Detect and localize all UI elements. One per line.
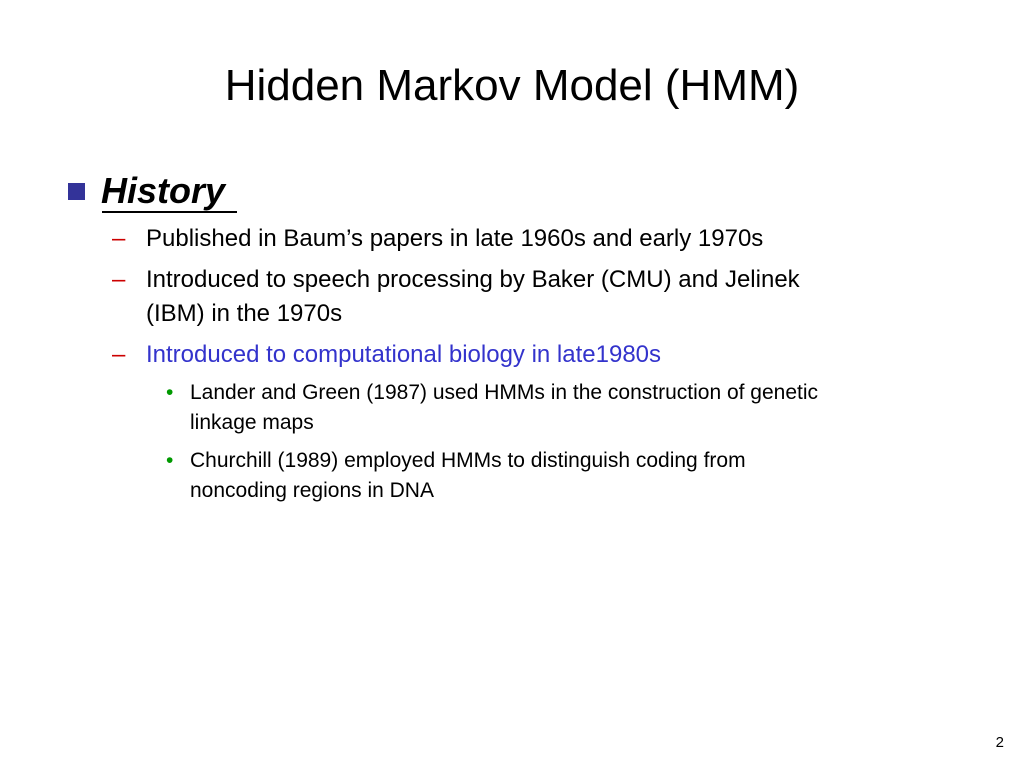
- bullet-text-line-2: (IBM) in the 1970s: [146, 300, 343, 327]
- bullet-text: Published in Baum’s papers in late 1960s and early 1970s: [146, 225, 764, 252]
- dash-bullet-icon: –: [112, 341, 126, 368]
- bullet-history: [67, 168, 967, 218]
- slide-title: Hidden Markov Model (HMM): [224, 61, 800, 110]
- subbullet-text-line-1: Churchill (1989) employed HMMs to distinguish coding from: [190, 449, 746, 472]
- dash-bullet-icon: –: [112, 225, 126, 252]
- dot-bullet-icon: •: [166, 381, 174, 404]
- heading-underline: [102, 211, 237, 213]
- subbullet-text-line-2: linkage maps: [190, 411, 314, 434]
- bullet-text-line-1: Introduced to speech processing by Baker (CMU) and Jelinek: [146, 266, 800, 293]
- subbullet-text-line-2: noncoding regions in DNA: [190, 479, 434, 502]
- page-number: 2: [995, 734, 1004, 751]
- square-bullet-icon: [68, 183, 85, 200]
- subbullet-text-line-1: Lander and Green (1987) used HMMs in the construction of genetic: [190, 381, 819, 404]
- history-heading: History: [101, 170, 226, 211]
- bullet-text: Introduced to computational biology in late1980s: [146, 341, 662, 368]
- dash-bullet-icon: –: [112, 266, 126, 293]
- dot-bullet-icon: •: [166, 449, 174, 472]
